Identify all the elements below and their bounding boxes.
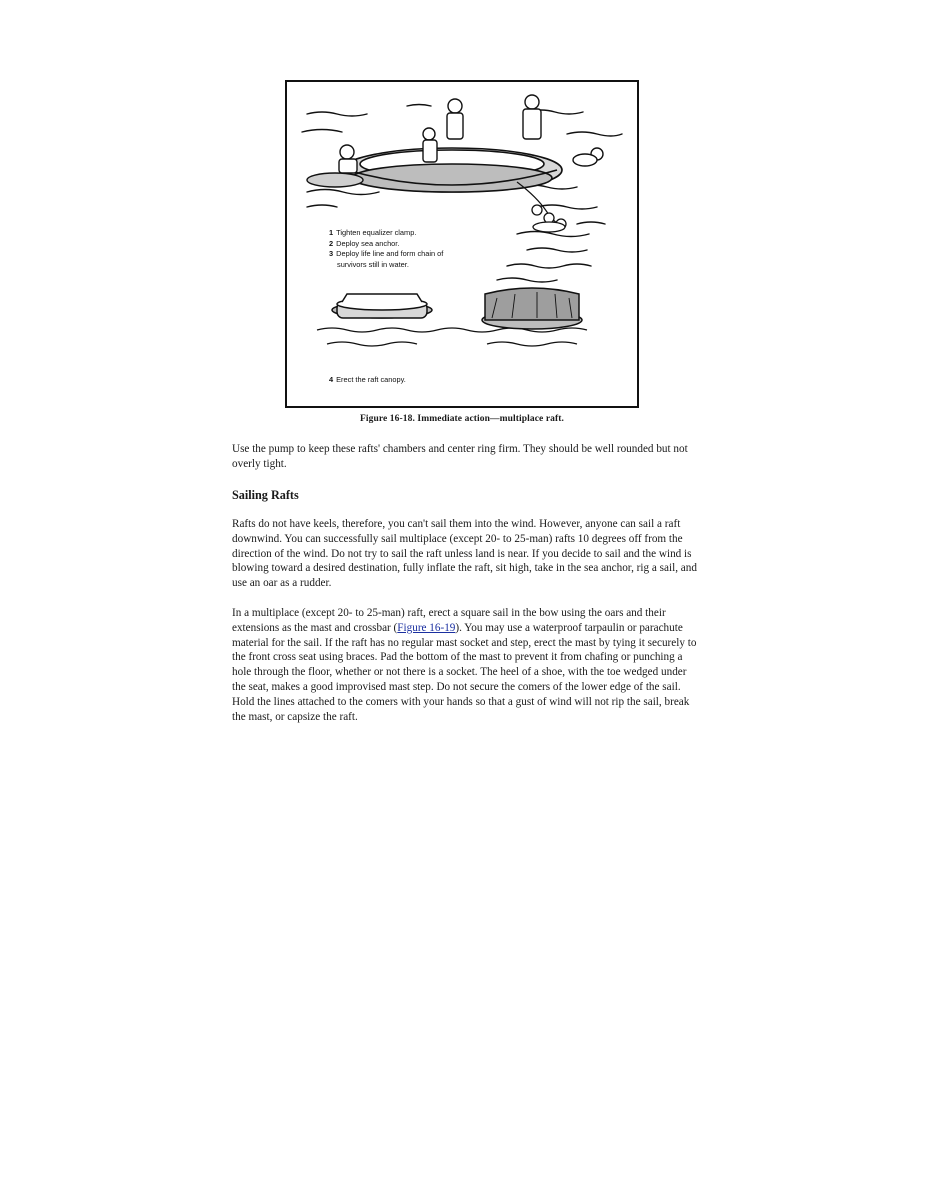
paragraph-text: In a multiplace (except 20- to 25-man) raft, erect a square sail in the bow using the oars and their extensions as the mast and crossbar ( xyxy=(232,607,666,634)
figure-caption: Figure 16-18. Immediate action—multiplace raft. xyxy=(360,414,564,424)
paragraph-text: ). You may use a waterproof tarpaulin or parachute material for the sail. If the raft has no regular mast socket and step, erect the mast by tying it securely to the front cross seat using braces. Pad the bottom of the mast to prevent it from chafing or punching a hole through the floor, whether or not there is a socket. The heel of a shoe, with the toe wedged under the seat, makes a good improvised mast step. Do not secure the comers of the lower edge of the sail. Hold the lines attached to the comers with your hands so that a gust of wind will not rip the sail, break the mast, or capsize the raft. xyxy=(232,621,697,723)
step-text: Tighten equalizer clamp. xyxy=(336,228,417,237)
figure-16-19-link[interactable]: Figure 16-19 xyxy=(397,621,456,634)
figure-16-18-frame xyxy=(285,80,639,408)
figure-step-1 xyxy=(329,228,443,239)
intro-paragraph: Use the pump to keep these rafts' chambers and center ring firm. They should be well rounded but not overly tight. xyxy=(232,443,688,470)
step-number: 1 xyxy=(329,228,334,237)
step-number: 4 xyxy=(329,375,334,384)
step-number: 3 xyxy=(329,249,334,258)
figure-step-3 xyxy=(329,249,443,260)
step-text: Deploy sea anchor. xyxy=(336,238,400,248)
step-text: Erect the raft canopy. xyxy=(336,375,406,384)
figure-step-3-continuation: survivors still in water. xyxy=(337,259,409,269)
figure-steps-list xyxy=(329,228,443,270)
step-text: Deploy life line and form chain of xyxy=(336,249,444,258)
sailing-paragraph-2 xyxy=(232,606,702,724)
section-heading: Sailing Rafts xyxy=(232,488,299,502)
figure-step-2 xyxy=(329,239,443,250)
figure-step-4 xyxy=(329,375,406,384)
step-number: 2 xyxy=(329,238,334,248)
sailing-paragraph-1: Rafts do not have keels, therefore, you can't sail them into the wind. However, anyone can sail a raft downwind. You can successfully sail multiplace (except 20- to 25-man) rafts 10 degrees off from the direction of the wind. Do not try to sail the raft unless land is near. If you decide to sail and the wind is blowing toward a desired destination, fully inflate the raft, sit high, take in the sea anchor, rig a sail, and use an oar as a rudder. xyxy=(232,518,697,590)
